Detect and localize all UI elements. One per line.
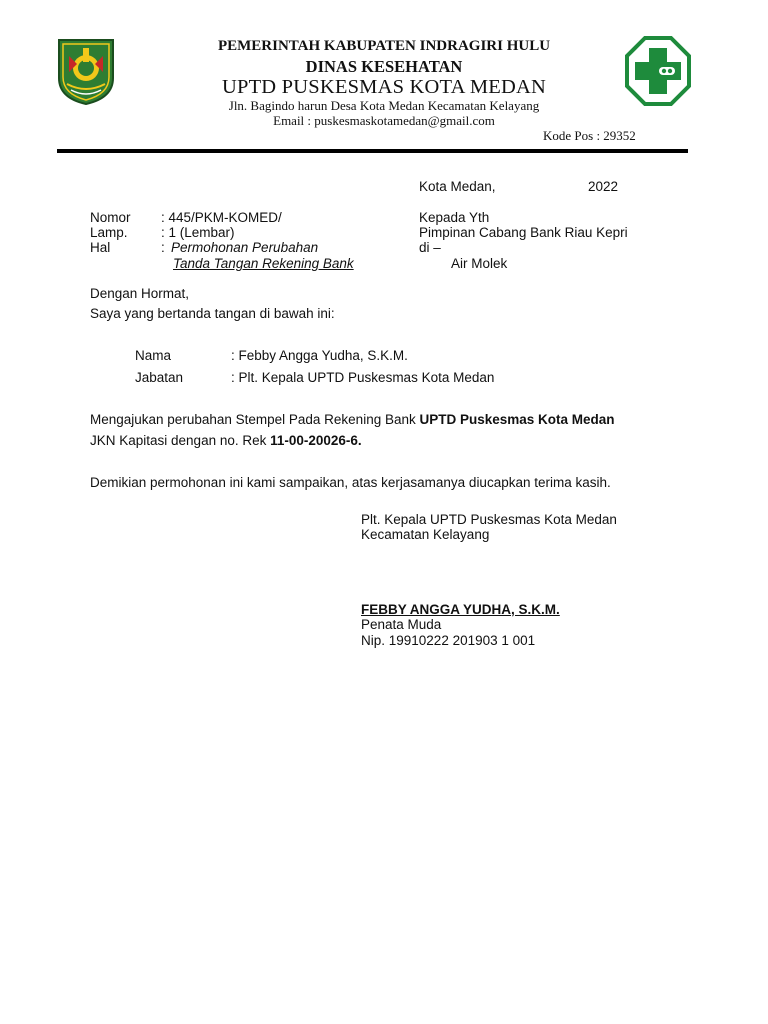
address-line: Jln. Bagindo harun Desa Kota Medan Kecamatan Kelayang — [228, 98, 540, 113]
department-name: DINAS KESEHATAN — [305, 57, 463, 76]
institution-name: UPTD PUSKESMAS KOTA MEDAN — [221, 76, 546, 98]
hal-label: Hal — [90, 240, 111, 255]
nomor-value: : 445/PKM-KOMED/ — [161, 210, 282, 225]
nama-label: Nama — [135, 348, 172, 363]
signatory-name: FEBBY ANGGA YUDHA, S.K.M. — [361, 602, 560, 617]
letterhead-divider — [57, 149, 688, 153]
hal-colon: : — [161, 240, 165, 255]
recipient-line-1: Kepada Yth — [419, 210, 490, 225]
salutation: Dengan Hormat, — [90, 286, 190, 301]
nomor-label: Nomor — [90, 210, 131, 225]
lamp-value: : 1 (Lembar) — [161, 225, 235, 240]
signatory-nip: Nip. 19910222 201903 1 001 — [361, 633, 536, 648]
lamp-label: Lamp. — [90, 225, 128, 240]
nama-value: : Febby Angga Yudha, S.K.M. — [231, 348, 408, 363]
intro-text: Saya yang bertanda tangan di bawah ini: — [90, 306, 335, 321]
hal-value-2: Tanda Tangan Rekening Bank — [173, 256, 354, 271]
closing-text: Demikian permohonan ini kami sampaikan, atas kerjasamanya diucapkan terima kasih. — [90, 475, 611, 490]
postal-code: Kode Pos : 29352 — [543, 128, 636, 143]
hal-value: Permohonan Perubahan — [171, 240, 319, 255]
signature-title-1: Plt. Kepala UPTD Puskesmas Kota Medan — [361, 512, 617, 527]
body-paragraph-line-1: Mengajukan perubahan Stempel Pada Rekening Bank UPTD Puskesmas Kota Medan — [90, 412, 615, 427]
recipient-line-4: Air Molek — [451, 256, 508, 271]
recipient-line-3: di – — [419, 240, 441, 255]
body-paragraph-line-2: JKN Kapitasi dengan no. Rek 11-00-20026-6. — [90, 433, 362, 448]
recipient-line-2: Pimpinan Cabang Bank Riau Kepri — [419, 225, 628, 240]
email-line: Email : puskesmaskotamedan@gmail.com — [273, 113, 495, 128]
letter-place: Kota Medan, — [419, 179, 496, 194]
letter-year: 2022 — [588, 179, 619, 194]
signatory-rank: Penata Muda — [361, 617, 442, 632]
government-name: PEMERINTAH KABUPATEN INDRAGIRI HULU — [217, 38, 551, 54]
jabatan-value: : Plt. Kepala UPTD Puskesmas Kota Medan — [231, 370, 495, 385]
jabatan-label: Jabatan — [135, 370, 184, 385]
signature-title-2: Kecamatan Kelayang — [361, 527, 490, 542]
